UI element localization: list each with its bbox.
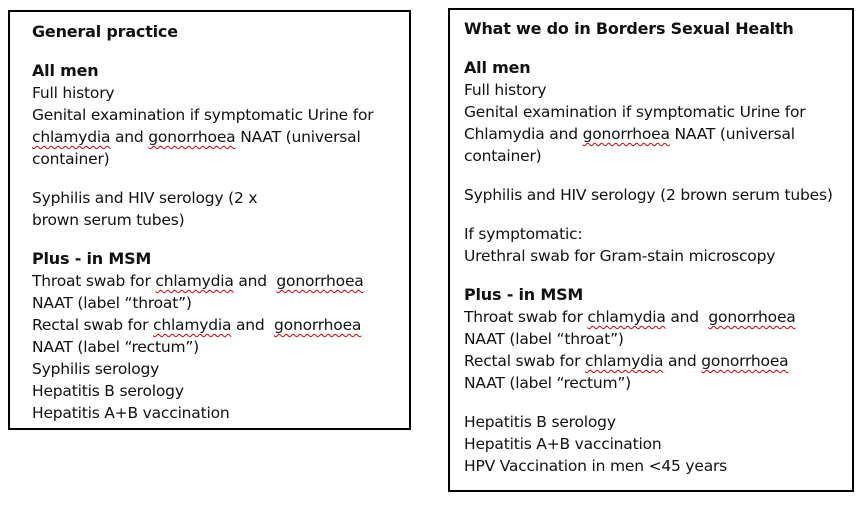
text-line: [464, 245, 844, 267]
text-segment: Chlamydia and: [464, 125, 583, 143]
text-segment: Hepatitis B serology: [32, 382, 184, 400]
text-line: [464, 350, 844, 372]
text-segment: Syphilis and HIV serology (2 brown serum tubes): [464, 186, 833, 204]
text-line: [32, 104, 399, 126]
blank-line: [464, 167, 844, 184]
text-segment: General practice: [32, 22, 178, 41]
text-segment: Full history: [464, 81, 547, 99]
text-line: [32, 148, 399, 170]
text-line: [32, 380, 399, 402]
text-segment: container): [32, 150, 110, 168]
text-line: [32, 270, 399, 292]
text-segment: Rectal swab for: [32, 316, 153, 334]
misspelled-word: gonorrhoea: [274, 316, 362, 334]
heading-line: [464, 57, 844, 79]
text-line: [464, 145, 844, 167]
text-segment: If symptomatic:: [464, 225, 583, 243]
text-segment: Full history: [32, 84, 115, 102]
heading-line: [32, 21, 399, 43]
misspelled-word: chlamydia: [587, 308, 666, 326]
text-line: [464, 223, 844, 245]
heading-line: [464, 18, 844, 40]
text-line: [464, 101, 844, 123]
blank-line: [32, 231, 399, 248]
text-line: [32, 126, 399, 148]
text-segment: and: [110, 128, 149, 146]
borders-sexual-health-textbox: [448, 8, 854, 492]
misspelled-word: chlamydia: [32, 128, 111, 146]
text-segment: Plus - in MSM: [464, 285, 584, 304]
text-segment: Hepatitis B serology: [464, 413, 616, 431]
heading-line: [32, 60, 399, 82]
blank-line: [464, 206, 844, 223]
text-segment: Rectal swab for: [464, 352, 585, 370]
text-segment: All men: [32, 61, 99, 80]
text-line: [464, 328, 844, 350]
text-segment: Urethral swab for Gram-stain microscopy: [464, 247, 776, 265]
text-line: [464, 433, 844, 455]
misspelled-word: gonorrhoea: [148, 128, 236, 146]
text-segment: Genital examination if symptomatic Urine for: [32, 106, 374, 124]
text-line: [32, 358, 399, 380]
text-line: [464, 455, 844, 477]
text-segment: Syphilis and HIV serology (2 x: [32, 189, 258, 207]
text-line: [464, 306, 844, 328]
text-segment: NAAT (universal: [669, 125, 795, 143]
blank-line: [32, 170, 399, 187]
text-line: [32, 292, 399, 314]
text-segment: NAAT (label “rectum”): [464, 374, 632, 392]
text-segment: Throat swab for: [464, 308, 588, 326]
blank-line: [464, 40, 844, 57]
misspelled-word: gonorrhoea: [582, 125, 670, 143]
text-line: [32, 82, 399, 104]
misspelled-word: chlamydia: [153, 316, 232, 334]
text-segment: Hepatitis A+B vaccination: [464, 435, 662, 453]
text-segment: and: [663, 352, 702, 370]
text-line: [464, 411, 844, 433]
text-segment: Genital examination if symptomatic Urine for: [464, 103, 806, 121]
text-segment: All men: [464, 58, 531, 77]
blank-line: [464, 394, 844, 411]
blank-line: [464, 267, 844, 284]
text-line: [32, 187, 399, 209]
text-segment: HPV Vaccination in men <45 years: [464, 457, 728, 475]
text-line: [464, 79, 844, 101]
text-segment: Plus - in MSM: [32, 249, 152, 268]
blank-line: [32, 43, 399, 60]
text-segment: What we do in Borders Sexual Health: [464, 19, 794, 38]
text-segment: brown serum tubes): [32, 211, 185, 229]
text-segment: NAAT (label “rectum”): [32, 338, 200, 356]
text-segment: and: [231, 316, 275, 334]
text-segment: NAAT (label “throat”): [464, 330, 624, 348]
misspelled-word: chlamydia: [155, 272, 234, 290]
heading-line: [32, 248, 399, 270]
text-line: [32, 402, 399, 424]
misspelled-word: gonorrhoea: [701, 352, 789, 370]
text-segment: Syphilis serology: [32, 360, 160, 378]
text-line: [464, 184, 844, 206]
text-line: [32, 336, 399, 358]
misspelled-word: chlamydia: [585, 352, 664, 370]
text-segment: Hepatitis A+B vaccination: [32, 404, 230, 422]
text-segment: NAAT (label “throat”): [32, 294, 192, 312]
misspelled-word: gonorrhoea: [708, 308, 796, 326]
text-line: [464, 372, 844, 394]
heading-line: [464, 284, 844, 306]
general-practice-textbox: [8, 10, 411, 430]
text-segment: and: [665, 308, 709, 326]
text-line: [32, 209, 399, 231]
text-line: [464, 123, 844, 145]
text-segment: container): [464, 147, 542, 165]
misspelled-word: gonorrhoea: [276, 272, 364, 290]
text-line: [32, 314, 399, 336]
text-segment: NAAT (universal: [235, 128, 361, 146]
text-segment: and: [233, 272, 277, 290]
text-segment: Throat swab for: [32, 272, 156, 290]
